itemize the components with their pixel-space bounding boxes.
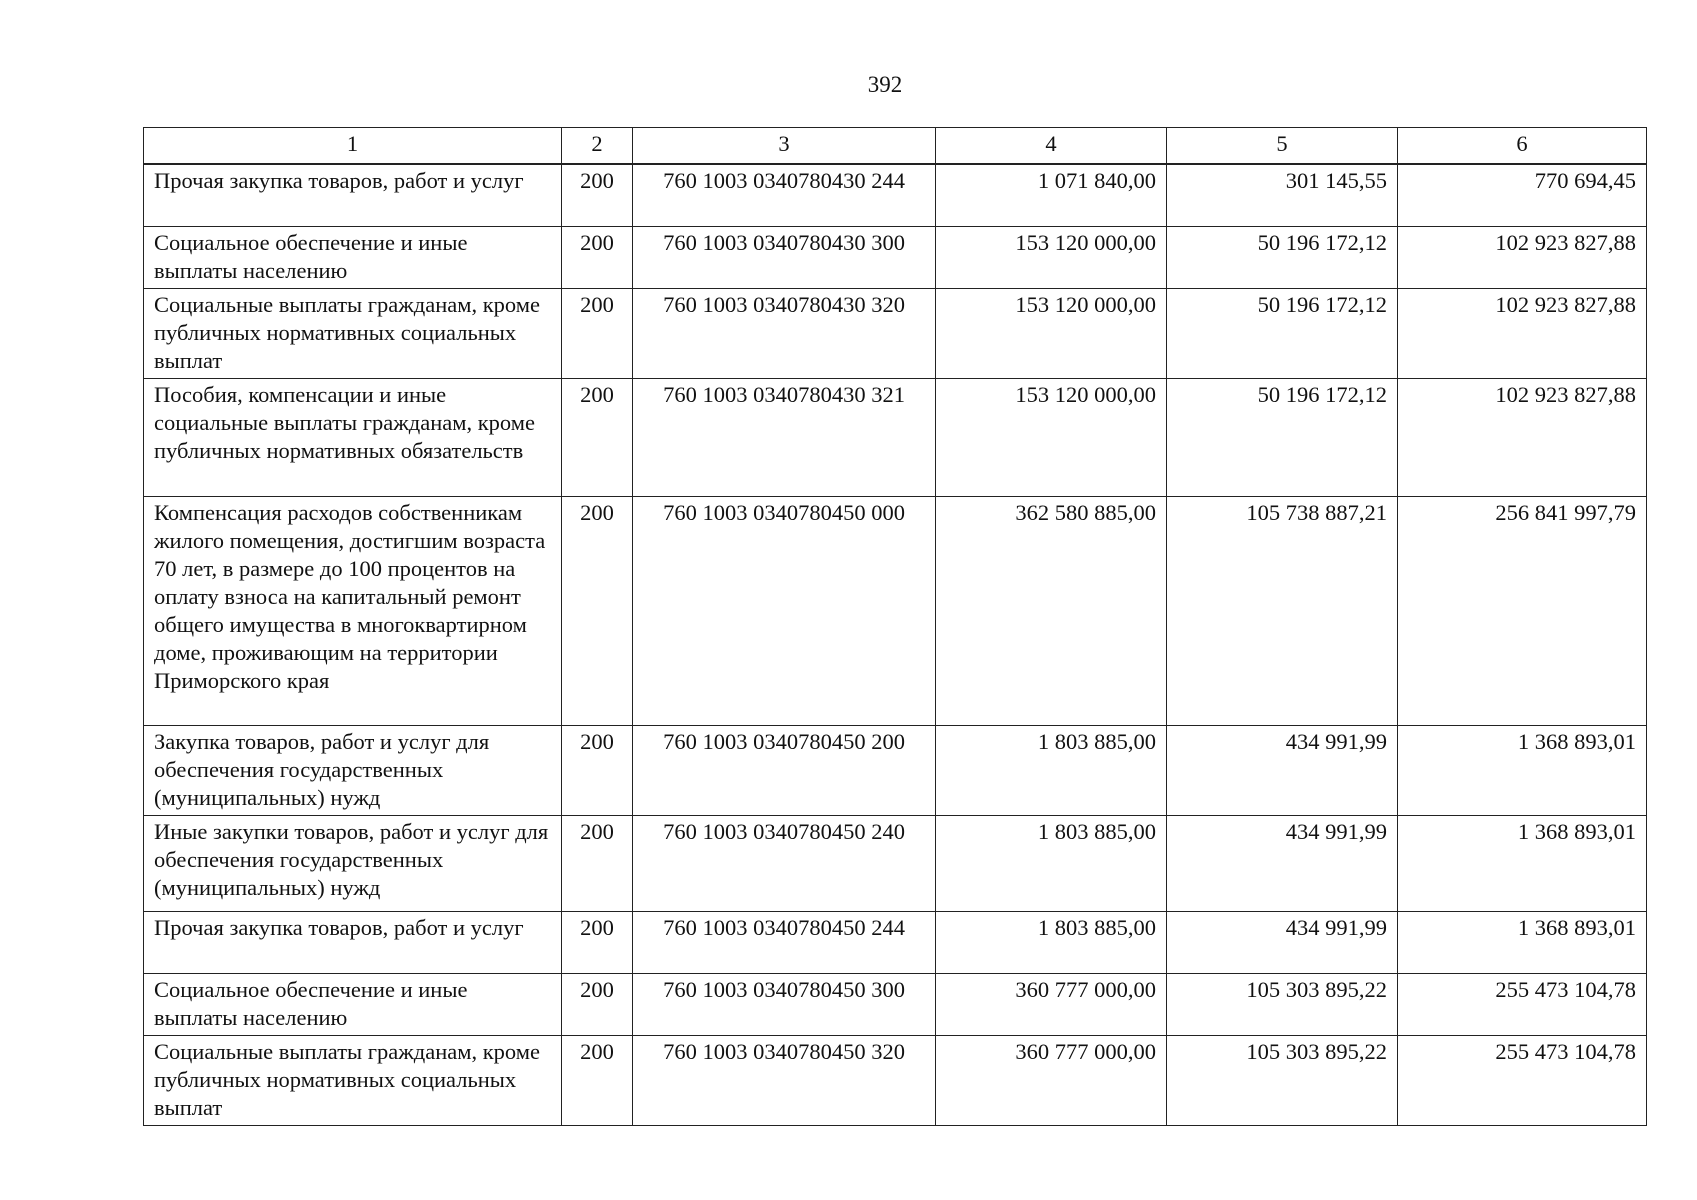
row-code: 200 [562, 496, 633, 725]
row-unexecuted: 770 694,45 [1398, 164, 1647, 226]
row-name: Прочая закупка товаров, работ и услуг [144, 164, 562, 226]
table-header-row [144, 128, 1647, 165]
row-name: Закупка товаров, работ и услуг для обеспечения государственных (муниципальных) нужд [144, 725, 562, 815]
column-header-unexecuted: 6 [1398, 128, 1647, 165]
row-executed: 105 738 887,21 [1167, 496, 1398, 725]
row-name: Социальное обеспечение и иные выплаты населению [144, 226, 562, 288]
row-executed: 434 991,99 [1167, 725, 1398, 815]
row-kbk: 760 1003 0340780450 000 [633, 496, 936, 725]
row-executed: 105 303 895,22 [1167, 973, 1398, 1035]
row-approved: 153 120 000,00 [936, 288, 1167, 378]
row-code: 200 [562, 288, 633, 378]
row-unexecuted: 255 473 104,78 [1398, 1035, 1647, 1125]
row-approved: 1 803 885,00 [936, 911, 1167, 973]
row-kbk: 760 1003 0340780450 200 [633, 725, 936, 815]
column-header-name: 1 [144, 128, 562, 165]
page-number: 392 [867, 72, 903, 97]
table-row [144, 725, 1647, 815]
row-code: 200 [562, 1035, 633, 1125]
row-unexecuted: 255 473 104,78 [1398, 973, 1647, 1035]
row-name: Социальные выплаты гражданам, кроме публичных нормативных социальных выплат [144, 1035, 562, 1125]
row-code: 200 [562, 911, 633, 973]
row-kbk: 760 1003 0340780430 244 [633, 164, 936, 226]
table-row [144, 973, 1647, 1035]
row-approved: 1 803 885,00 [936, 815, 1167, 911]
table-row [144, 288, 1647, 378]
row-executed: 105 303 895,22 [1167, 1035, 1398, 1125]
row-approved: 153 120 000,00 [936, 378, 1167, 496]
row-kbk: 760 1003 0340780450 300 [633, 973, 936, 1035]
row-executed: 301 145,55 [1167, 164, 1398, 226]
row-executed: 50 196 172,12 [1167, 288, 1398, 378]
row-approved: 1 803 885,00 [936, 725, 1167, 815]
row-kbk: 760 1003 0340780430 300 [633, 226, 936, 288]
column-header-approved: 4 [936, 128, 1167, 165]
row-unexecuted: 1 368 893,01 [1398, 911, 1647, 973]
row-executed: 434 991,99 [1167, 815, 1398, 911]
row-kbk: 760 1003 0340780430 320 [633, 288, 936, 378]
row-name: Прочая закупка товаров, работ и услуг [144, 911, 562, 973]
table-row [144, 378, 1647, 496]
row-kbk: 760 1003 0340780450 240 [633, 815, 936, 911]
row-executed: 434 991,99 [1167, 911, 1398, 973]
row-code: 200 [562, 725, 633, 815]
row-approved: 362 580 885,00 [936, 496, 1167, 725]
row-unexecuted: 1 368 893,01 [1398, 815, 1647, 911]
table-row [144, 815, 1647, 911]
row-name: Социальные выплаты гражданам, кроме публичных нормативных социальных выплат [144, 288, 562, 378]
row-kbk: 760 1003 0340780430 321 [633, 378, 936, 496]
row-executed: 50 196 172,12 [1167, 378, 1398, 496]
table-row [144, 1035, 1647, 1125]
row-unexecuted: 1 368 893,01 [1398, 725, 1647, 815]
row-unexecuted: 102 923 827,88 [1398, 378, 1647, 496]
row-code: 200 [562, 973, 633, 1035]
row-unexecuted: 256 841 997,79 [1398, 496, 1647, 725]
table-row [144, 226, 1647, 288]
row-code: 200 [562, 815, 633, 911]
table-row [144, 164, 1647, 226]
column-header-code: 2 [562, 128, 633, 165]
row-name: Пособия, компенсации и иные социальные выплаты гражданам, кроме публичных нормативных обязательств [144, 378, 562, 496]
row-name: Иные закупки товаров, работ и услуг для обеспечения государственных (муниципальных) нужд [144, 815, 562, 911]
row-kbk: 760 1003 0340780450 320 [633, 1035, 936, 1125]
row-approved: 153 120 000,00 [936, 226, 1167, 288]
row-code: 200 [562, 226, 633, 288]
row-approved: 360 777 000,00 [936, 973, 1167, 1035]
column-header-executed: 5 [1167, 128, 1398, 165]
table-row [144, 911, 1647, 973]
row-kbk: 760 1003 0340780450 244 [633, 911, 936, 973]
column-header-kbk: 3 [633, 128, 936, 165]
row-name: Компенсация расходов собственникам жилого помещения, достигшим возраста 70 лет, в размере до 100 процентов на оплату взноса на капитальный ремонт общего имущества в многоквартирном доме, проживающим на территории Приморского края [144, 496, 562, 725]
table-row [144, 496, 1647, 725]
budget-execution-table [143, 127, 1647, 1126]
row-executed: 50 196 172,12 [1167, 226, 1398, 288]
row-code: 200 [562, 164, 633, 226]
row-approved: 360 777 000,00 [936, 1035, 1167, 1125]
row-name: Социальное обеспечение и иные выплаты населению [144, 973, 562, 1035]
row-approved: 1 071 840,00 [936, 164, 1167, 226]
row-code: 200 [562, 378, 633, 496]
row-unexecuted: 102 923 827,88 [1398, 288, 1647, 378]
row-unexecuted: 102 923 827,88 [1398, 226, 1647, 288]
